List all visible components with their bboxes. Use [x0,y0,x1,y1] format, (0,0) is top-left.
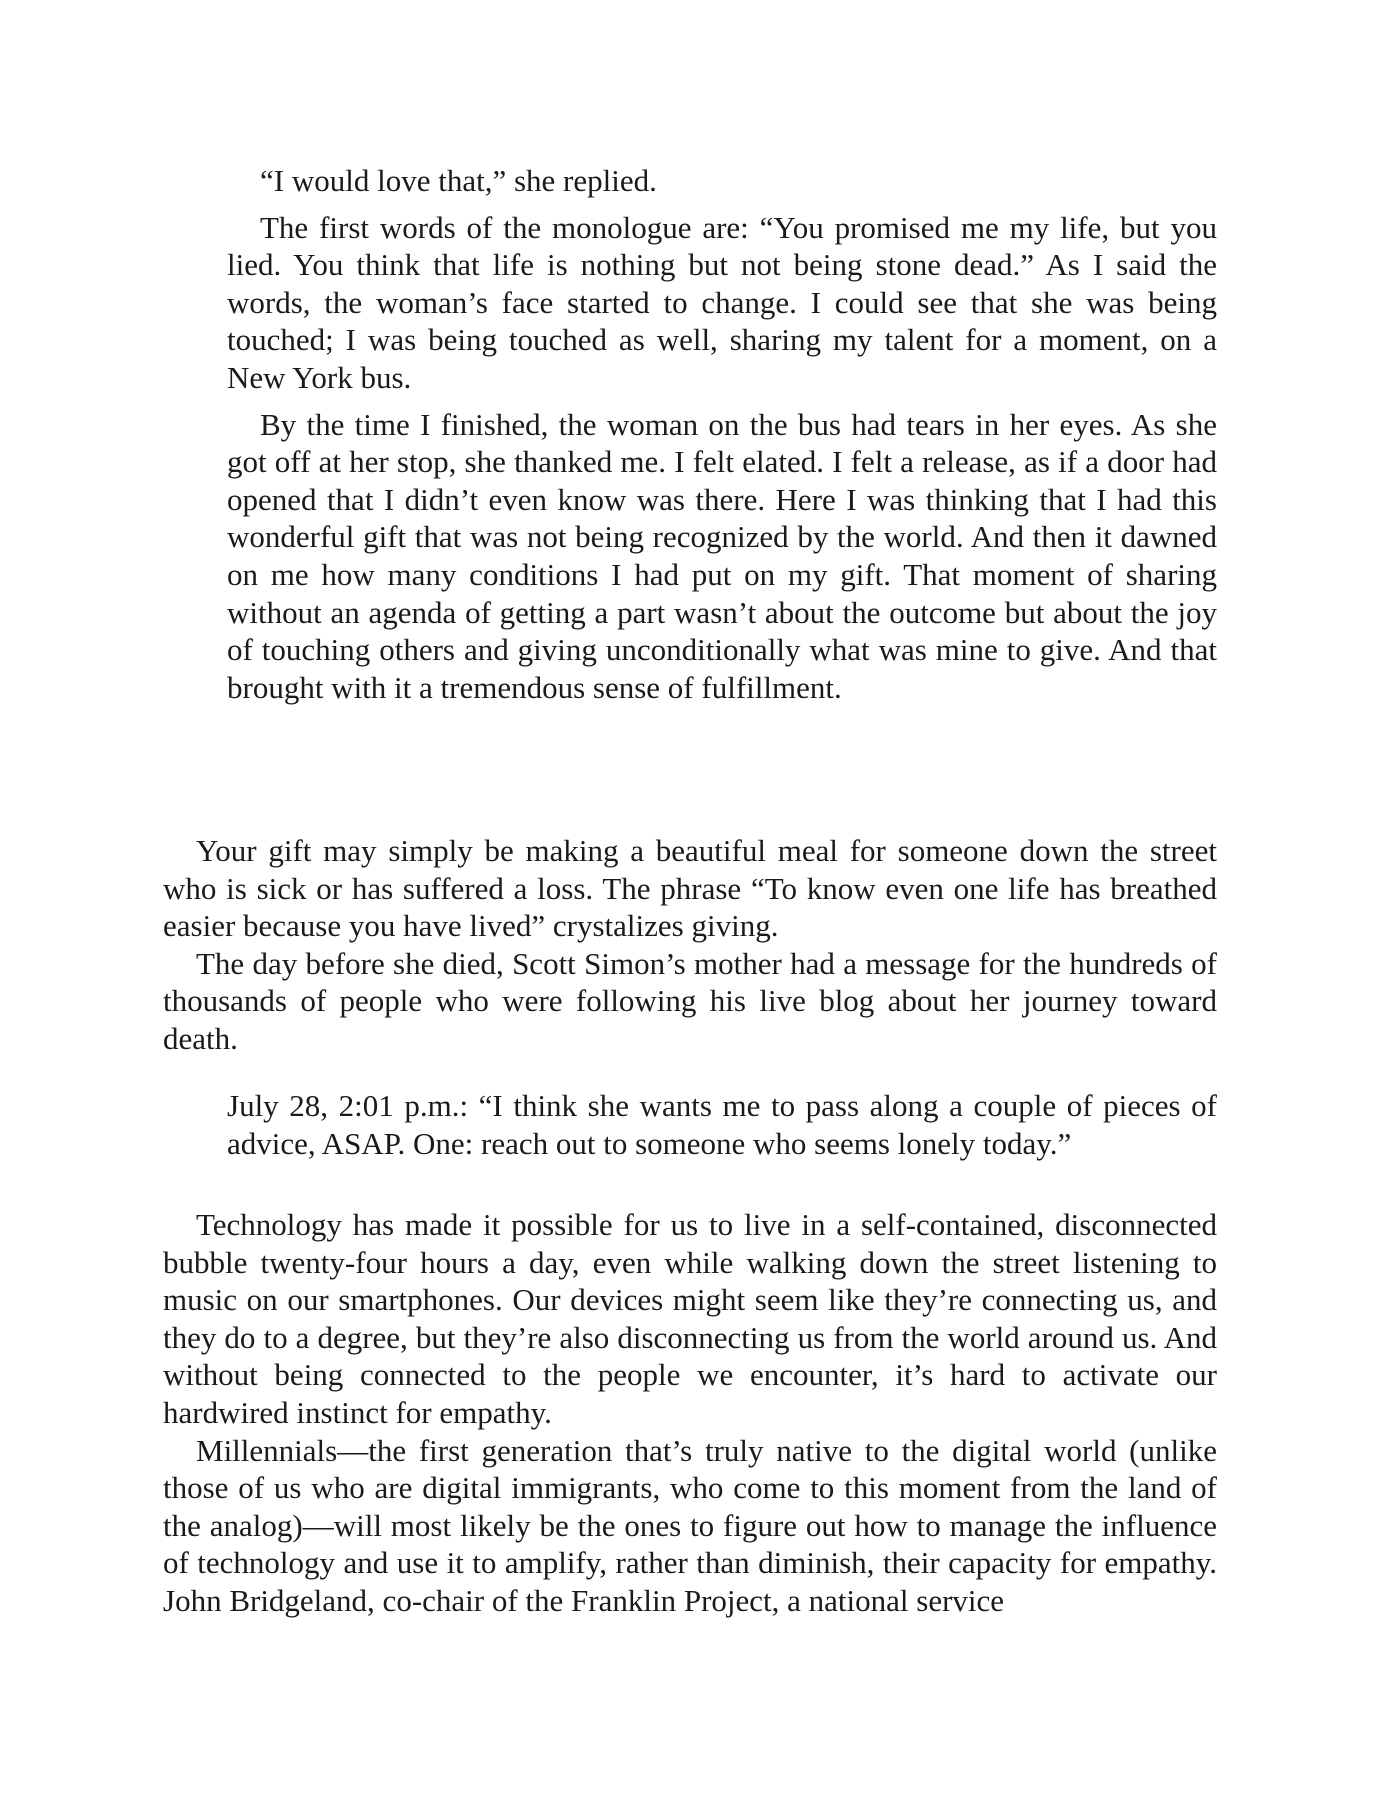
body-paragraph-3: Technology has made it possible for us to live in a self-contained, disconnected bubble twenty-four hours a day, even while walking down the street listening to music on our smartphones. Our devices might seem like they’re connecting us, and they do to a degree, but they’re also disconnecting us from the world around us. And without being connected to the people we encounter, it’s hard to activate our hardwired instinct for empathy. [163,1207,1217,1430]
body-paragraph-4: Millennials—the first generation that’s truly native to the digital world (unlike those of us who are digital immigrants, who come to this moment from the land of the analog)—will most likely be the ones to figure out how to manage the influence of technology and use it to amplify, rather than diminish, their capacity for empathy. John Bridgeland, co-chair of the Franklin Project, a national service [163,1432,1217,1618]
body-paragraph-1: Your gift may simply be making a beautiful meal for someone down the street who is sick or has suffered a loss. The phrase “To know even one life has breathed easier because you have lived” crystalizes giving. [163,833,1217,944]
excerpt-paragraph-1: “I would love that,” she replied. [260,163,657,198]
excerpt-paragraph-3: By the time I finished, the woman on the bus had tears in her eyes. As she got off at her stop, she thanked me. I felt elated. I felt a release, as if a door had opened that I didn’t even know was there. Here I was thinking that I had this wonderful gift that was not being recognized by the world. And then it dawned on me how many conditions I had put on my gift. That moment of sharing without an agenda of getting a part wasn’t about the outcome but about the joy of touching others and giving unconditionally what was mine to give. And that brought with it a tremendous sense of fulfillment. [227,406,1217,705]
quote-block [0,1087,1391,1162]
body-section-1 [0,832,1391,1058]
blog-quote: July 28, 2:01 p.m.: “I think she wants me to pass along a couple of pieces of advice, ASAP. One: reach out to someone who seems lonely today.” [227,1088,1217,1161]
excerpt-block [0,162,1391,706]
body-paragraph-2: The day before she died, Scott Simon’s mother had a message for the hundreds of thousands of people who were following his live blog about her journey toward death. [163,945,1217,1056]
body-section-2 [0,1206,1391,1620]
excerpt-paragraph-2: The first words of the monologue are: “You promised me my life, but you lied. You think that life is nothing but not being stone dead.” As I said the words, the woman’s face started to change. I could see that she was being touched; I was being touched as well, sharing my talent for a moment, on a New York bus. [227,209,1217,395]
